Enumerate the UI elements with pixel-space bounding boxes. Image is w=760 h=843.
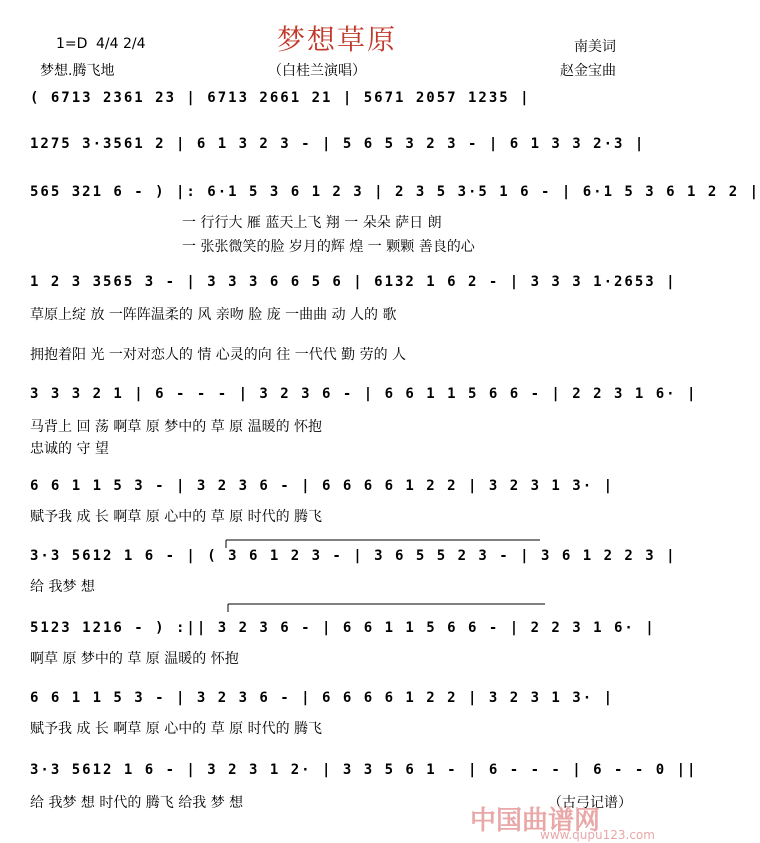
score-line: 6 6 1 1 5 3 - | 3 2 3 6 - | 6 6 6 6 1 2 2 | 3 2 3 1 3· | [30,690,615,706]
lyrics-verse-1: 啊草 原 梦中的 草 原 温暖的 怀抱 [30,651,239,667]
singer: （白桂兰演唱） [268,63,366,79]
lyricist: 南美词 [574,39,616,55]
lyrics-verse-2: 忠诚的 守 望 [30,441,109,457]
lyrics-verse-1: 一 行行大 雁 蓝天上飞 翔 一 朵朵 萨日 朗 [182,215,442,231]
score-line: 1 2 3 3565 3 - | 3 3 3 6 6 5 6 | 6132 1 6 2 - | 3 3 3 1·2653 | [30,274,677,290]
composer: 赵金宝曲 [560,63,616,79]
score-line: 5123 1216 - ) :|| 3 2 3 6 - | 6 6 1 1 5 6 6 - | 2 2 3 1 6· | [30,620,656,636]
lyrics-verse-2: 一 张张微笑的脸 岁月的辉 煌 一 颗颗 善良的心 [182,239,475,255]
score-line: 3·3 5612 1 6 - | 3 2 3 1 2· | 3 3 5 6 1 - | 6 - - - | 6 - - 0 || [30,762,698,778]
watermark-name: 中国曲谱网 [470,806,601,836]
score-line: 3·3 5612 1 6 - | ( 3 6 1 2 3 - | 3 6 5 5 2 3 - | 3 6 1 2 2 3 | [30,548,677,564]
lyrics-verse-1: 赋予我 成 长 啊草 原 心中的 草 原 时代的 腾飞 [30,509,323,525]
lyrics-verse-1: 给 我梦 想 时代的 腾飞 给我 梦 想 [30,795,244,811]
score-line: 6 6 1 1 5 3 - | 3 2 3 6 - | 6 6 6 6 1 2 2 | 3 2 3 1 3· | [30,478,615,494]
lyrics-verse-1: 马背上 回 荡 啊草 原 梦中的 草 原 温暖的 怀抱 [30,419,323,435]
score-line: 565 321 6 - ) |: 6·1 5 3 6 1 2 3 | 2 3 5 3·5 1 6 - | 6·1 5 3 6 1 2 2 | [30,184,760,200]
song-title: 梦想草原 [276,23,397,56]
watermark-url: www.qupu123.com [540,828,655,842]
score-line: ( 6713 2361 23 | 6713 2661 21 | 5671 2057 1235 | [30,90,531,106]
tempo-marking: 梦想.腾飞地 [40,63,115,79]
key-signature: 1=D [56,36,88,52]
lyrics-verse-1: 给 我梦 想 [30,579,95,595]
lyrics-verse-1: 赋予我 成 长 啊草 原 心中的 草 原 时代的 腾飞 [30,721,323,737]
lyrics-verse-2: 拥抱着阳 光 一对对恋人的 情 心灵的向 往 一代代 勤 劳的 人 [30,347,407,363]
recorder-credit: （古弓记谱） [548,795,632,811]
lyrics-verse-1: 草原上绽 放 一阵阵温柔的 风 亲吻 脸 庞 一曲曲 动 人的 歌 [30,307,397,323]
score-line: 3 3 3 2 1 | 6 - - - | 3 2 3 6 - | 6 6 1 1 5 6 6 - | 2 2 3 1 6· | [30,386,698,402]
score-line: 1275 3·3561 2 | 6 1 3 2 3 - | 5 6 5 3 2 3 - | 6 1 3 3 2·3 | [30,136,646,152]
time-signature: 4/4 2/4 [96,36,146,52]
